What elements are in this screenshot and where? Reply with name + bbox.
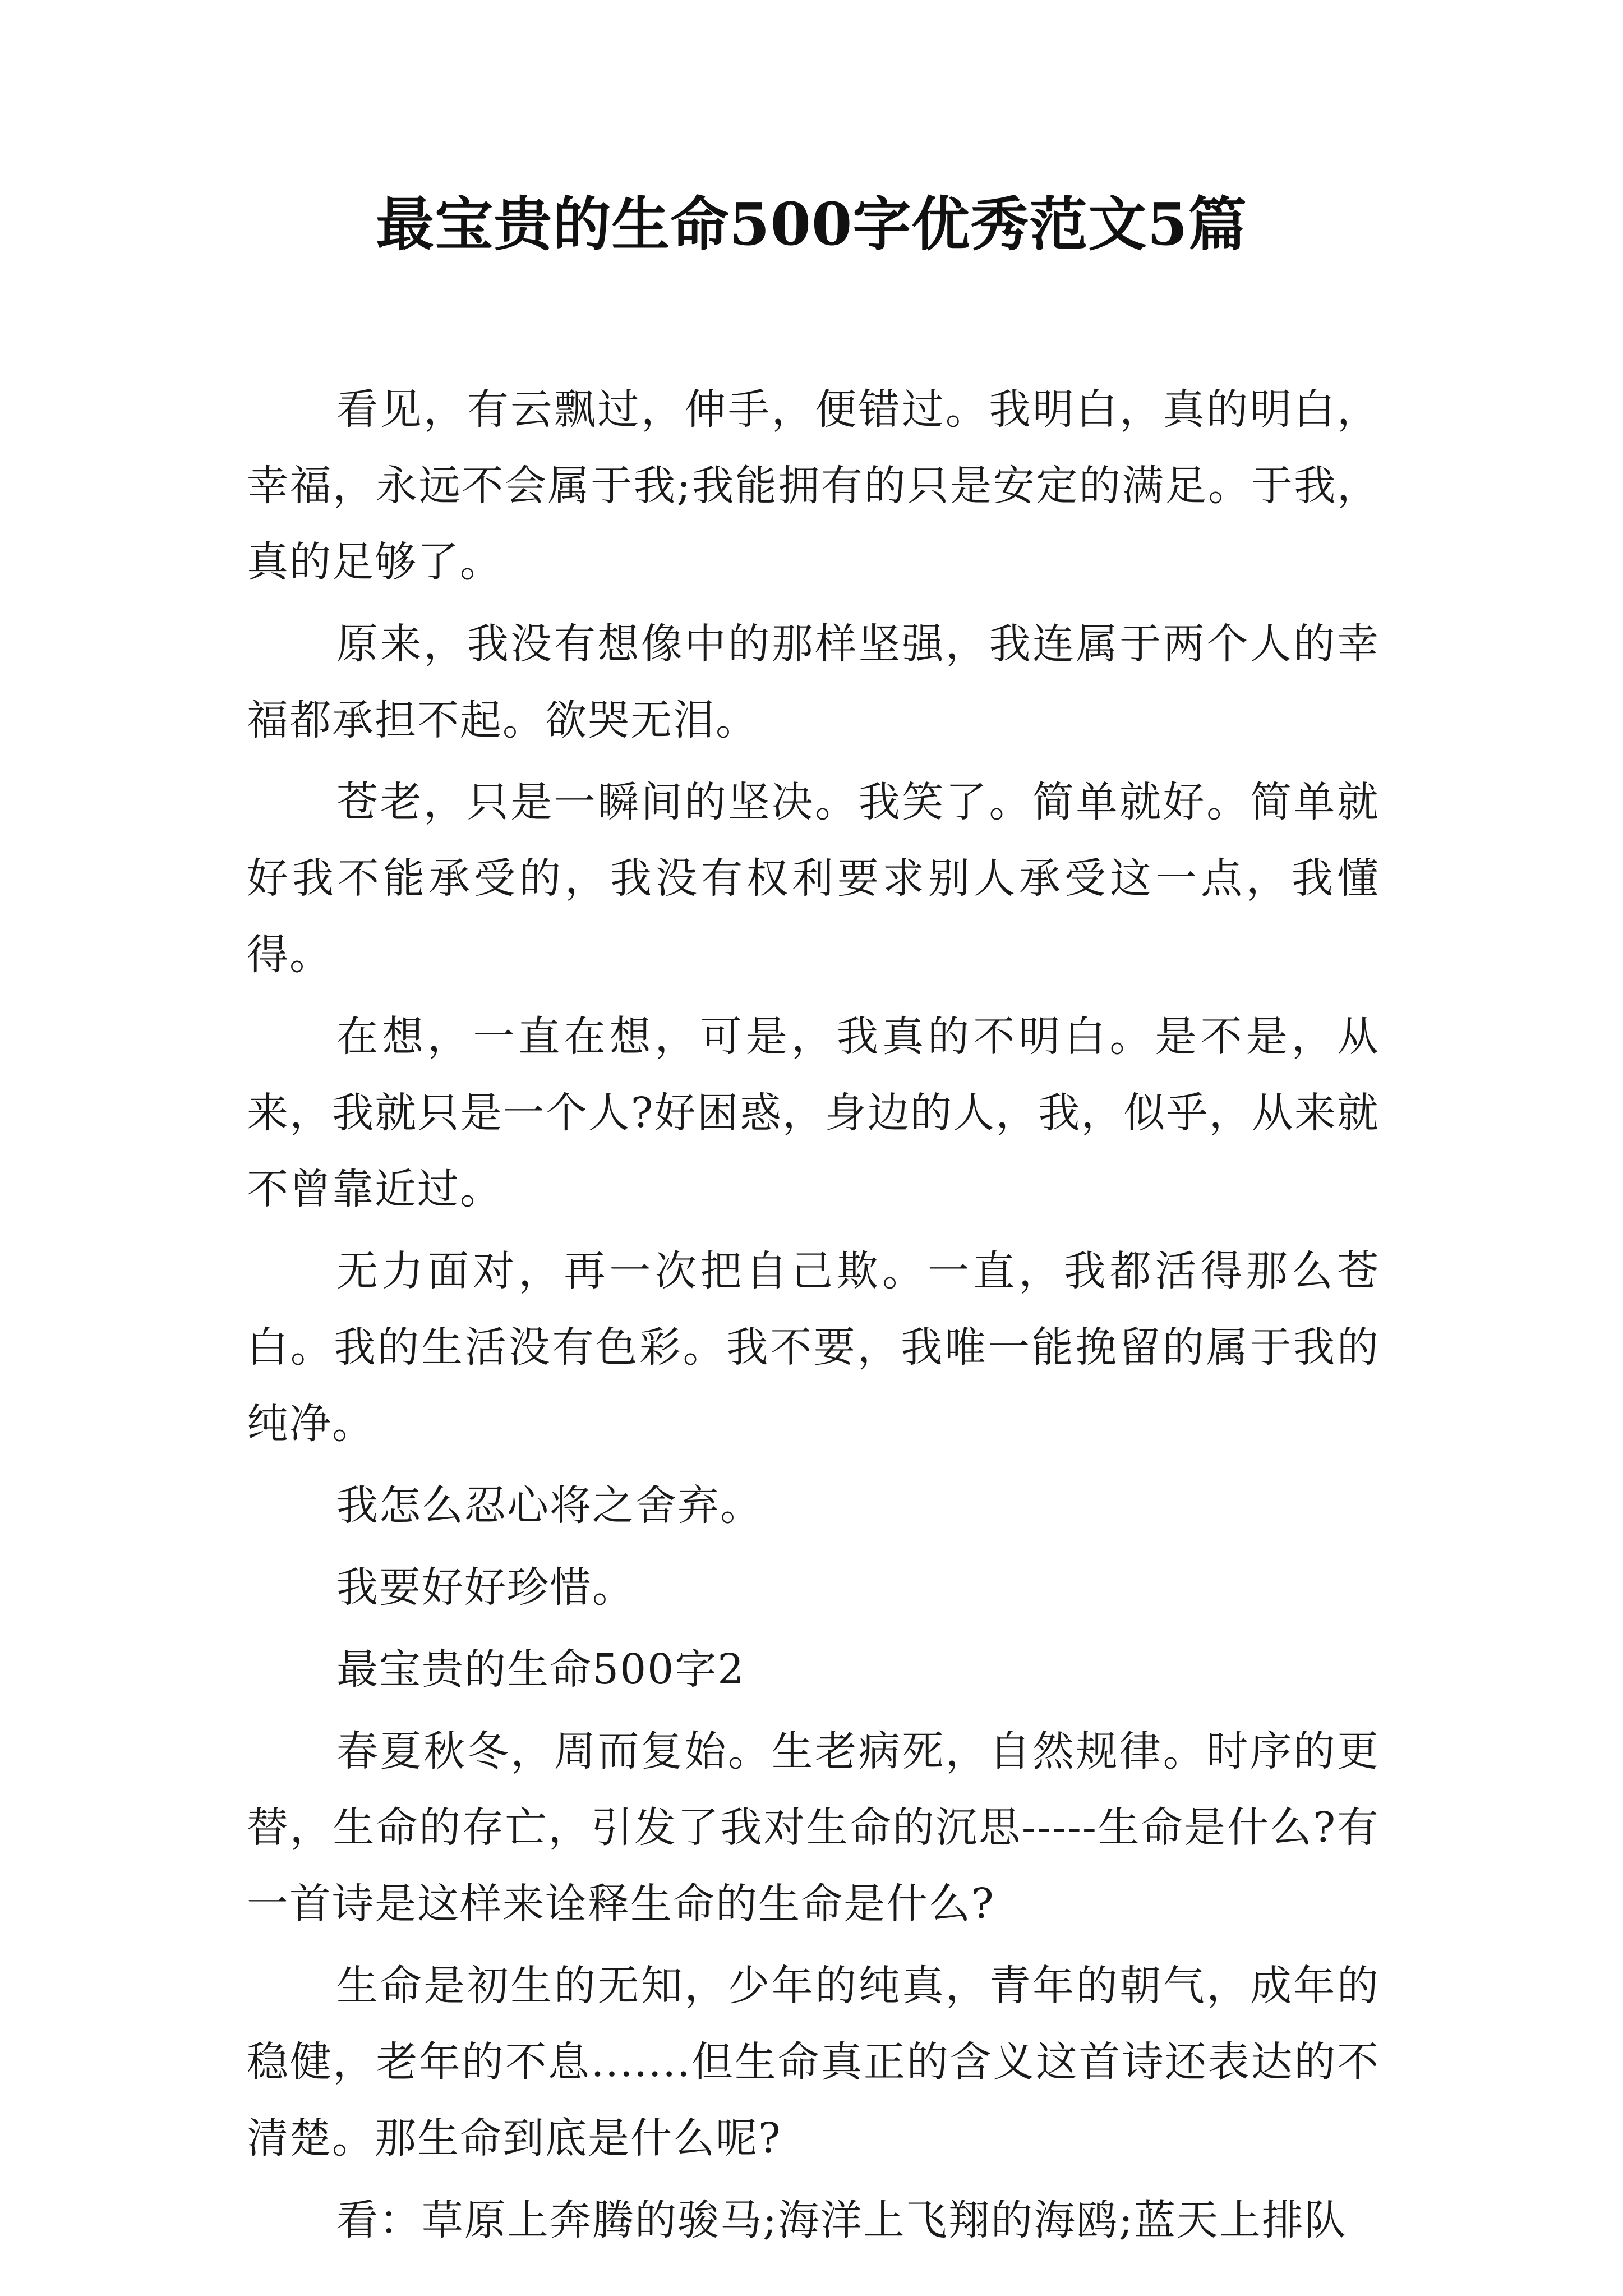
paragraph: 看见，有云飘过，伸手，便错过。我明白，真的明白，幸福，永远不会属于我;我能拥有的只是安定的满足。于我，真的足够了。 [247, 385, 1380, 586]
paragraph: 看：草原上奔腾的骏马;海洋上飞翔的海鸥;蓝天上排队 [336, 2196, 1347, 2244]
document-title: 最宝贵的生命500字优秀范文5篇 [376, 190, 1247, 259]
paragraph: 苍老，只是一瞬间的坚决。我笑了。简单就好。简单就好我不能承受的，我没有权利要求别人承受这一点，我懂得。 [247, 778, 1380, 979]
paragraph: 在想，一直在想，可是，我真的不明白。是不是，从来，我就只是一个人?好困惑，身边的人，我，似乎，从来就不曾靠近过。 [247, 1013, 1380, 1213]
paragraph: 我怎么忍心将之舍弃。 [336, 1481, 763, 1530]
paragraph: 我要好好珍惜。 [336, 1563, 635, 1612]
paragraph: 原来，我没有想像中的那样坚强，我连属于两个人的幸福都承担不起。欲哭无泪。 [247, 620, 1380, 744]
paragraph: 生命是初生的无知，少年的纯真，青年的朝气，成年的稳健，老年的不息.......但生命真正的含义这首诗还表达的不清楚。那生命到底是什么呢? [247, 1962, 1380, 2162]
paragraph: 无力面对，再一次把自己欺。一直，我都活得那么苍白。我的生活没有色彩。我不要，我唯一能挽留的属于我的纯净。 [247, 1247, 1380, 1448]
document-body [247, 371, 1380, 2264]
section-heading: 最宝贵的生命500字2 [336, 1645, 745, 1694]
paragraph: 春夏秋冬，周而复始。生老病死，自然规律。时序的更替，生命的存亡，引发了我对生命的沉思-----生命是什么?有一首诗是这样来诠释生命的生命是什么? [247, 1727, 1380, 1928]
